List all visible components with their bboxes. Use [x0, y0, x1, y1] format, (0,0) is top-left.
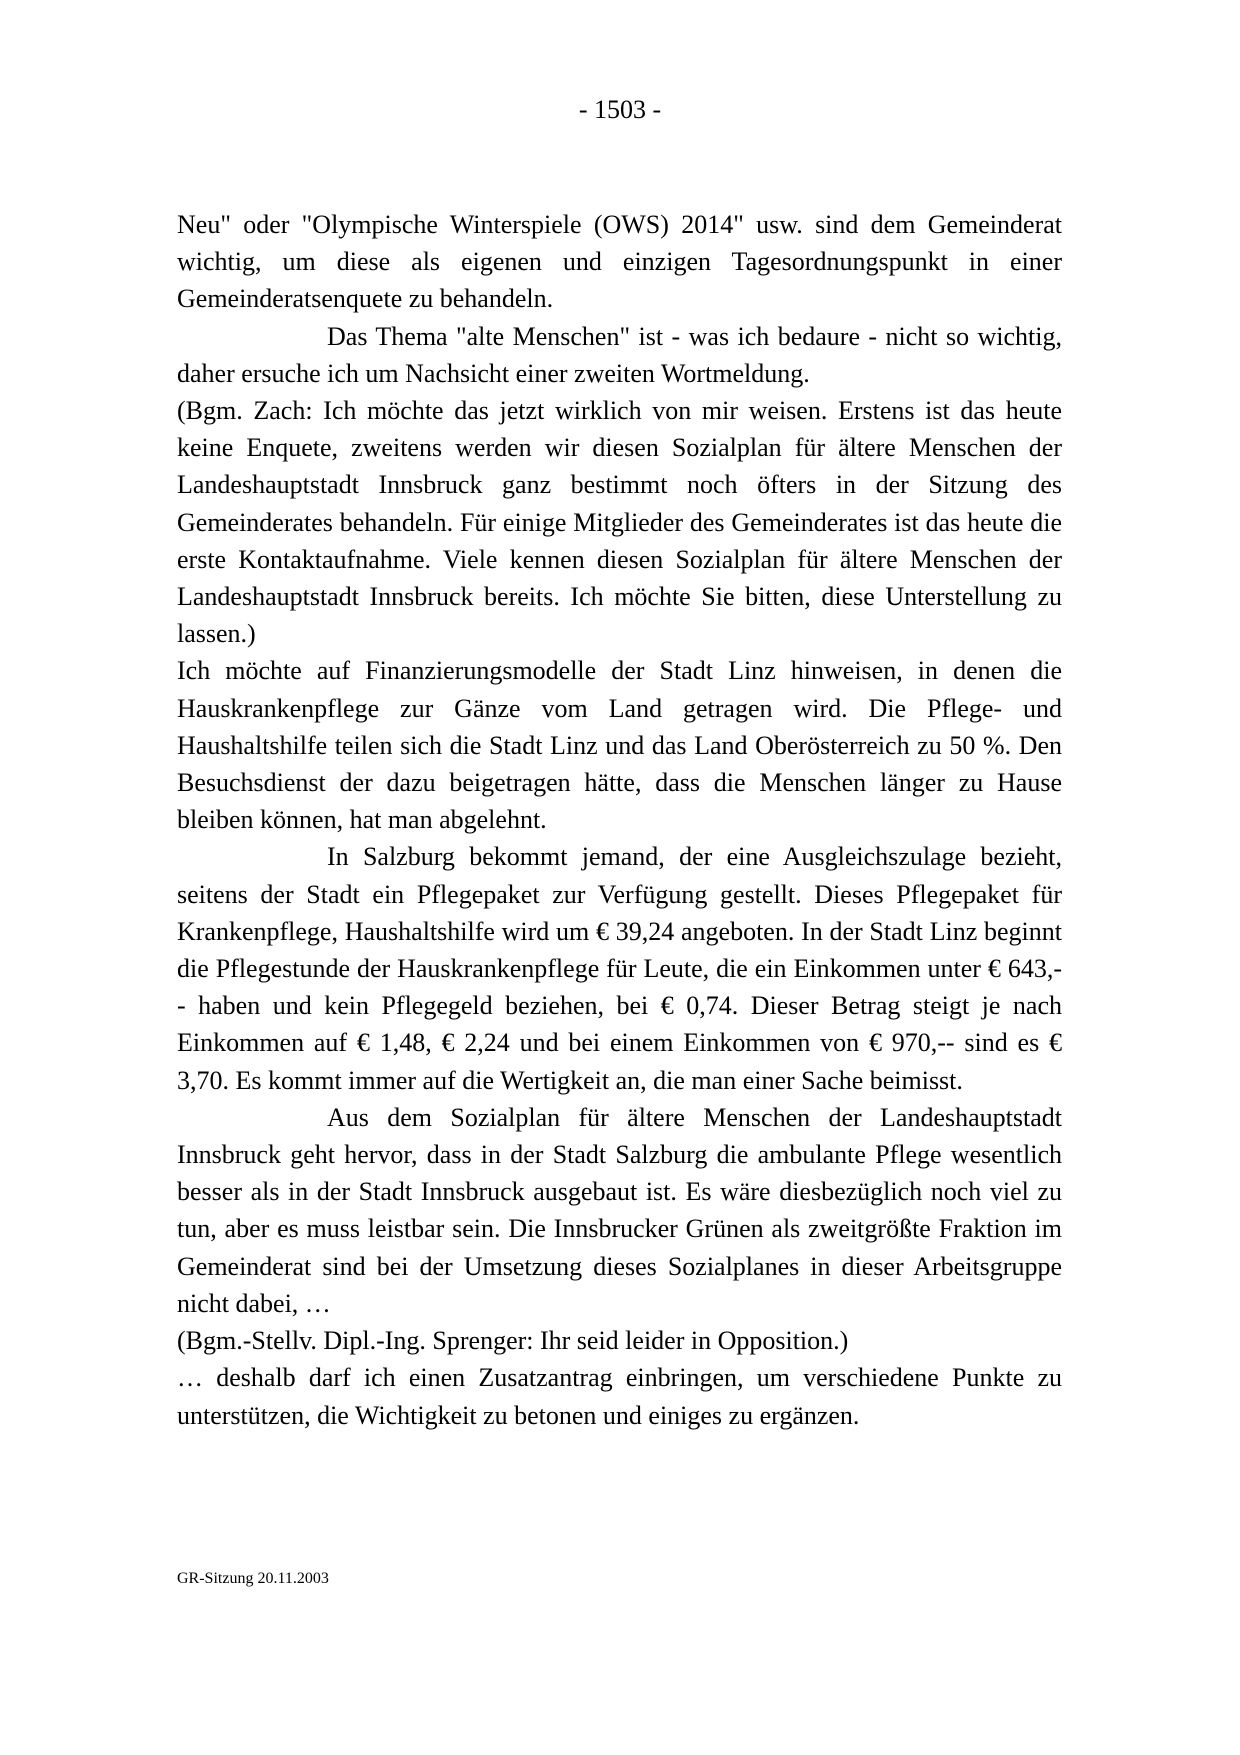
document-body: [177, 206, 1062, 1434]
footer-session-date: GR-Sitzung 20.11.2003: [177, 1570, 329, 1587]
paragraph-8: … deshalb darf ich einen Zusatzantrag einbringen, um verschiedene Punkte zu unterstützen, die Wichtigkeit zu betonen und einiges zu ergänzen.: [177, 1363, 1062, 1430]
paragraph-5: In Salzburg bekommt jemand, der eine Ausgleichszulage bezieht, seitens der Stadt ein Pflegepaket zur Verfügung gestellt. Dieses Pflegepaket für Krankenpflege, Haushaltshilfe wird um € 39,24 angeboten. In der Stadt Linz beginnt die Pflegestunde der Hauskrankenpflege für Leute, die ein Einkommen unter € 643,-- haben und kein Pflegegeld beziehen, bei € 0,74. Dieser Betrag steigt je nach Einkommen auf € 1,48, € 2,24 und bei einem Einkommen von € 970,-- sind es € 3,70. Es kommt immer auf die Wertigkeit an, die man einer Sache beimisst.: [177, 842, 1062, 1095]
paragraph-7-interjection: (Bgm.-Stellv. Dipl.-Ing. Sprenger: Ihr seid leider in Opposition.): [177, 1326, 849, 1356]
paragraph-2: Das Thema "alte Menschen" ist - was ich bedaure - nicht so wichtig, daher ersuche ich um Nachsicht einer zweiten Wortmeldung.: [177, 321, 1062, 388]
paragraph-3-interjection: (Bgm. Zach: Ich möchte das jetzt wirklich von mir weisen. Erstens ist das heute keine Enquete, zweitens werden wir diesen Sozialplan für ältere Menschen der Landeshauptstadt Innsbruck ganz bestimmt noch öfters in der Sitzung des Gemeinderates behandeln. Für einige Mitglieder des Gemeinderates ist das heute die erste Kontaktaufnahme. Viele kennen diesen Sozialplan für ältere Menschen der Landeshauptstadt Innsbruck bereits. Ich möchte Sie bitten, diese Unterstellung zu lassen.): [177, 396, 1062, 649]
paragraph-6: Aus dem Sozialplan für ältere Menschen der Landeshauptstadt Innsbruck geht hervor, dass in der Stadt Salzburg die ambulante Pflege wesentlich besser als in der Stadt Innsbruck ausgebaut ist. Es wäre diesbezüglich noch viel zu tun, aber es muss leistbar sein. Die Innsbrucker Grünen als zweitgrößte Fraktion im Gemeinderat sind bei der Umsetzung dieses Sozialplanes in dieser Arbeitsgruppe nicht dabei, …: [177, 1102, 1062, 1318]
paragraph-4: Ich möchte auf Finanzierungsmodelle der Stadt Linz hinweisen, in denen die Hauskrankenpflege zur Gänze vom Land getragen wird. Die Pflege- und Haushaltshilfe teilen sich die Stadt Linz und das Land Oberösterreich zu 50 %. Den Besuchsdienst der dazu beigetragen hätte, dass die Menschen länger zu Hause bleiben können, hat man abgelehnt.: [177, 656, 1062, 835]
page-number: - 1503 -: [578, 95, 662, 124]
paragraph-1: Neu" oder "Olympische Winterspiele (OWS) 2014" usw. sind dem Gemeinderat wichtig, um diese als eigenen und einzigen Tagesordnungspunkt in einer Gemeinderatsenquete zu behandeln.: [177, 210, 1062, 314]
